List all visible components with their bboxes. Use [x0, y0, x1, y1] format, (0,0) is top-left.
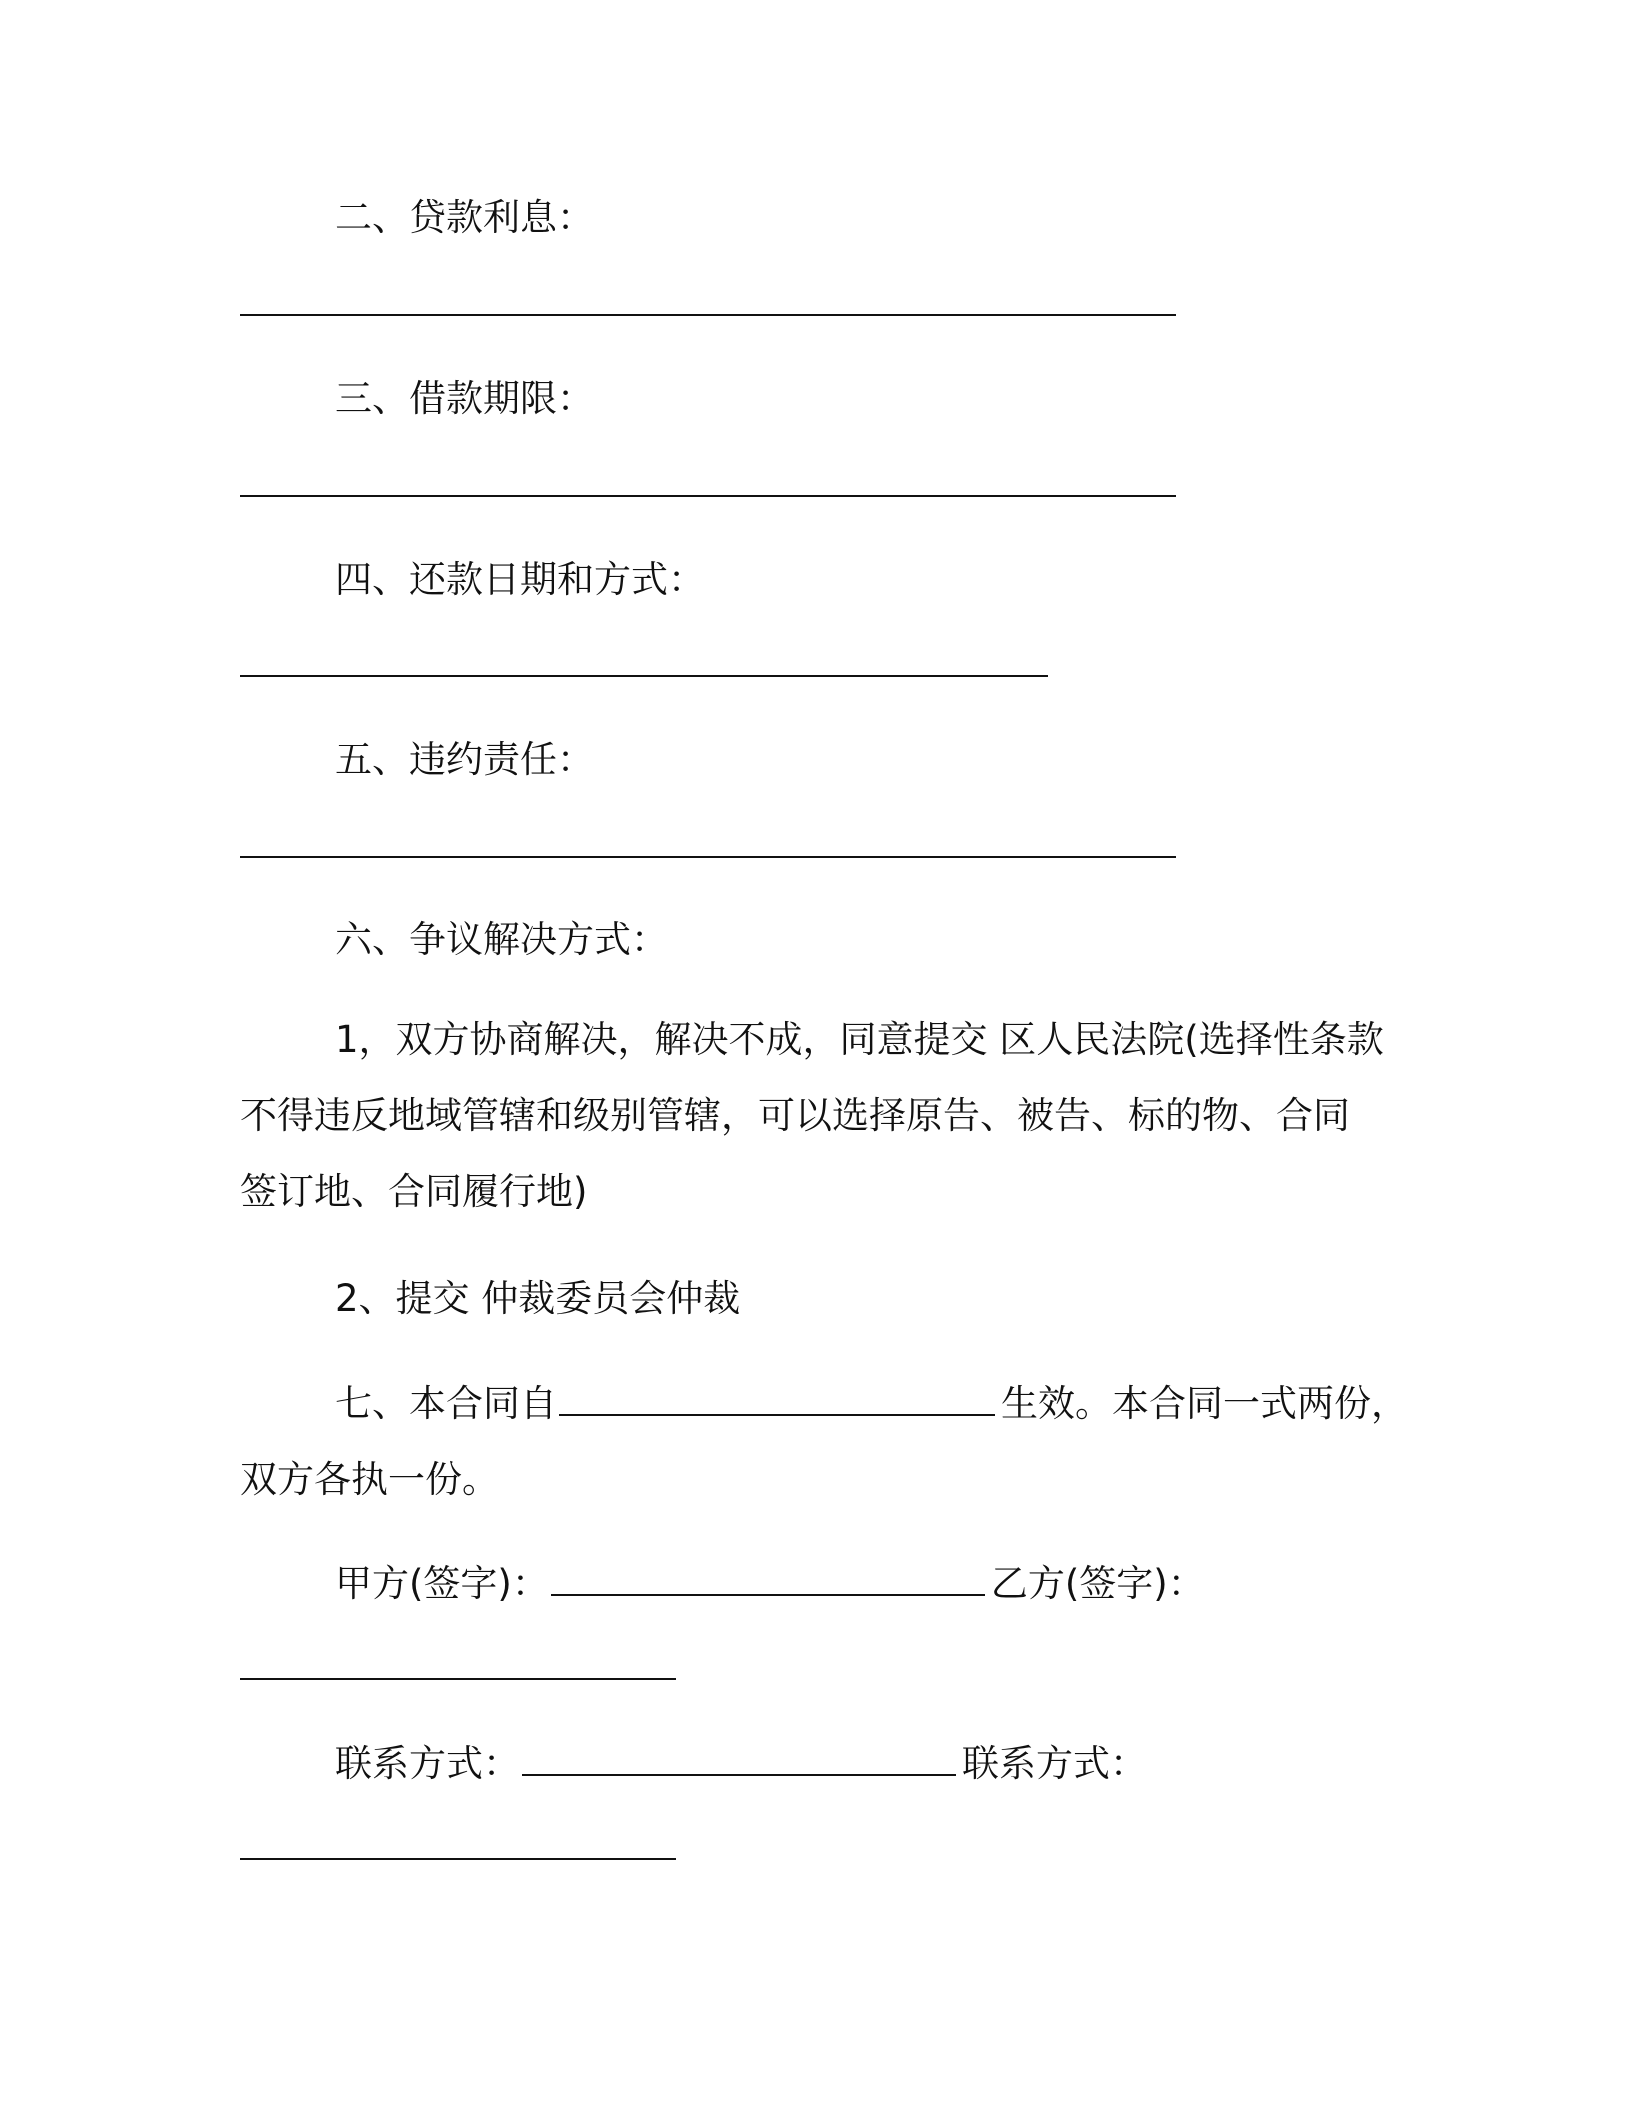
effective-line1 [335, 1382, 1408, 1426]
dispute-item1-line2: 不得违反地域管辖和级别管辖，可以选择原告、被告、标的物、合同 [240, 1094, 1350, 1137]
contact-b-label: 联系方式： [962, 1742, 1147, 1785]
effective-prefix: 七、本合同自 [335, 1382, 557, 1425]
effective-suffix: 生效。本合同一式两份， [1001, 1382, 1408, 1425]
party-b-label: 乙方(签字)： [990, 1562, 1205, 1605]
contact-row [335, 1742, 1147, 1786]
contact-b-blank[interactable] [240, 1858, 676, 1860]
dispute-item1-line1: 1，双方协商解决，解决不成，同意提交 区人民法院(选择性条款 [335, 1018, 1384, 1061]
effective-line2: 双方各执一份。 [240, 1458, 499, 1501]
interest-blank-line[interactable] [240, 314, 1176, 316]
effective-date-blank[interactable] [559, 1410, 995, 1416]
signature-row [335, 1562, 1205, 1606]
contact-a-blank[interactable] [522, 1770, 956, 1776]
party-b-signature-blank[interactable] [240, 1678, 676, 1680]
repayment-blank-line[interactable] [240, 675, 1048, 677]
term-blank-line[interactable] [240, 495, 1176, 497]
party-a-label: 甲方(签字)： [335, 1562, 549, 1605]
breach-blank-line[interactable] [240, 856, 1176, 858]
dispute-item2: 2、提交 仲裁委员会仲裁 [335, 1277, 741, 1320]
party-a-signature-blank[interactable] [551, 1590, 985, 1596]
section-term-heading: 三、借款期限： [335, 377, 594, 420]
contact-a-label: 联系方式： [335, 1742, 520, 1785]
section-breach-heading: 五、违约责任： [335, 738, 594, 781]
dispute-item1-line3: 签订地、合同履行地) [240, 1170, 588, 1213]
section-repayment-heading: 四、还款日期和方式： [335, 558, 705, 601]
section-interest-heading: 二、贷款利息： [335, 196, 594, 239]
section-dispute-heading: 六、争议解决方式： [335, 918, 668, 961]
